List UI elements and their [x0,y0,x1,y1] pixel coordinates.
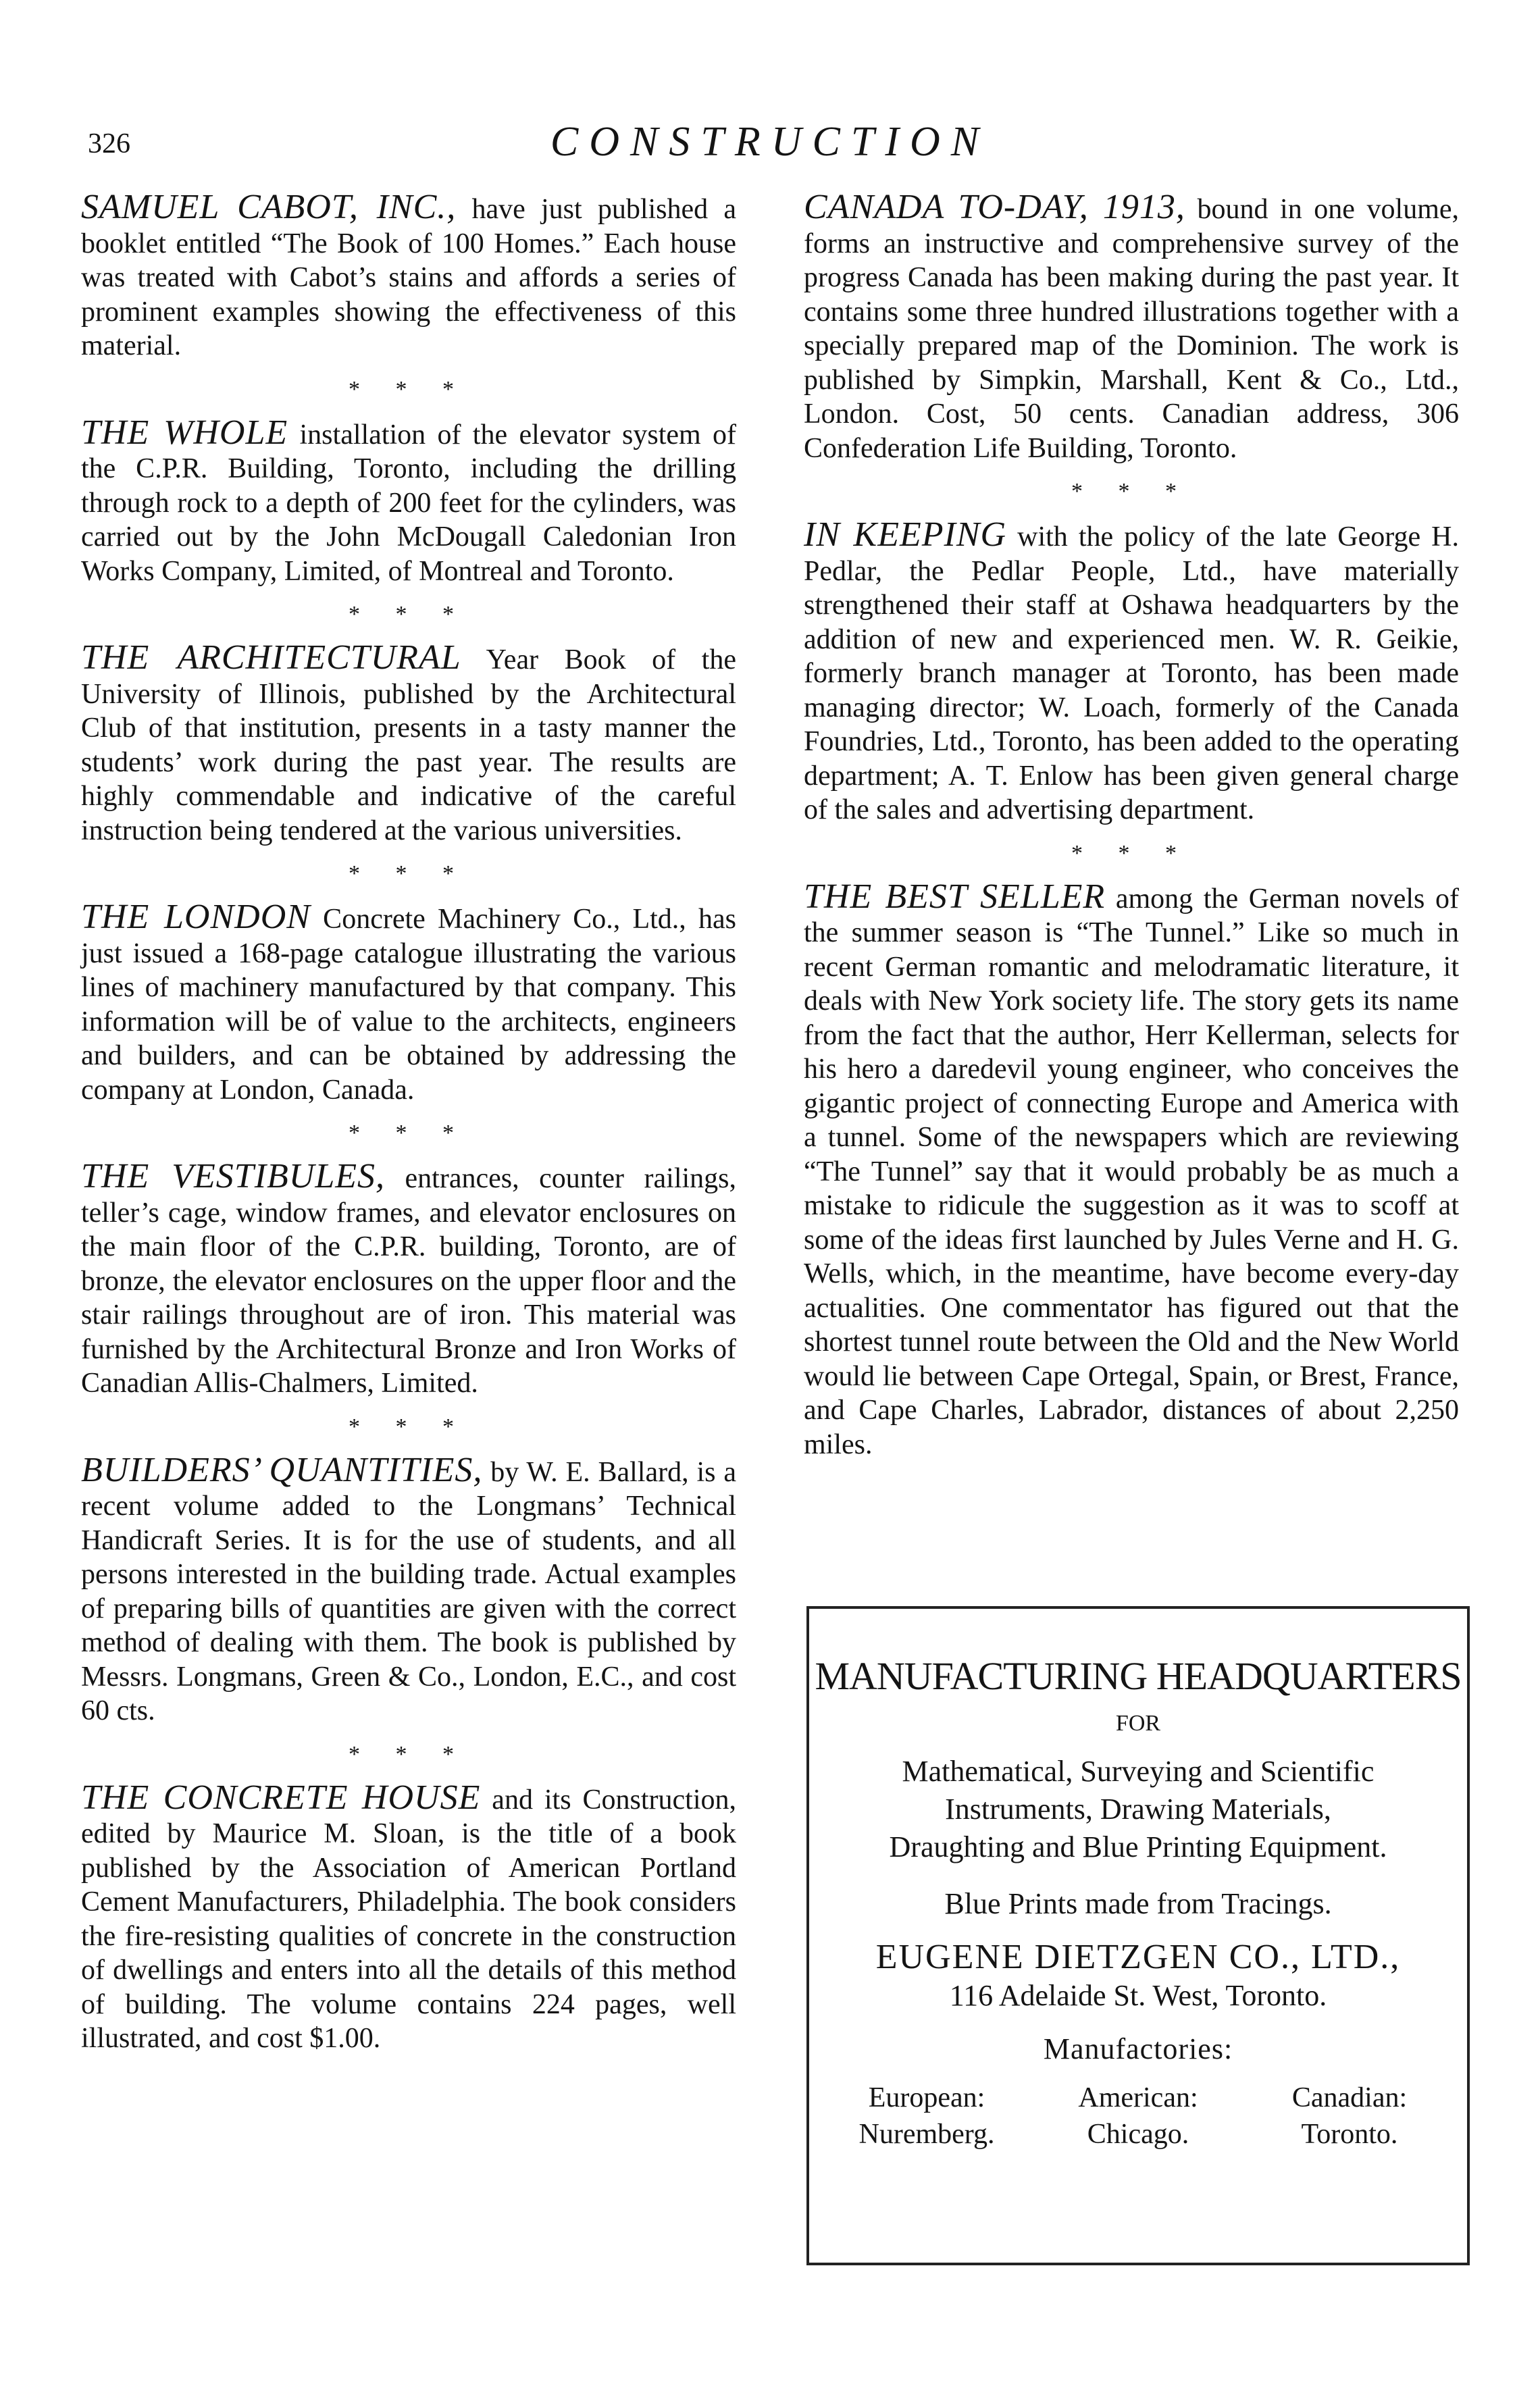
ad-address: 116 Adelaide St. West, Toronto. [949,1979,1327,2012]
ad-body-text: Mathematical, Surveying and Scientific Instruments, Drawing Materials, Draughting and Blue Printing Equipment. [889,1755,1387,1863]
separator: * * * [1071,840,1191,866]
article-text: by W. E. Ballard, is a recent volume added to the Longmans’ Technical Handicraft Series. It is for the use of students, and all persons interested in the building trade. Actual examples of preparing bills of quantities are given with the correct method of dealing with them. The book is published by Messrs. Longmans, Green & Co., London, E.C., and cost 60 cts. [81,1456,736,1726]
article-london [81,900,736,1107]
article-concrete-house [81,1778,736,2056]
article-architectural [81,638,736,848]
location-city: Toronto. [1301,2119,1398,2150]
article-cabot [81,190,736,363]
ad-prints-note: Blue Prints made from Tracings. [944,1887,1332,1920]
article-lead: THE VESTIBULES, [81,1157,386,1195]
location-city: Chicago. [1087,2119,1189,2150]
separator: * * * [349,861,469,886]
article-text: Year Book of the University of Illinois, published by the Architectural Club of that institution, presents in a tasty manner the students’ work during the past year. The results are highly commendable and indicative of the careful instruction being tendered at the various universities. [81,644,736,846]
article-elevator [81,413,737,589]
separator: * * * [1071,479,1191,504]
ad-headline: MANUFACTURING HEADQUARTERS [815,1654,1462,1698]
article-text: bound in one volume, forms an instructive and comprehensive survey of the progress Canada has been making during the past year. It contains some three hundred illustrations together with a specially prepared map of the Dominion. The work is published by Simpkin, Marshall, Kent & Co., Ltd., London. Cost, 50 cents. Canadian address, 306 Confederation Life Building, Toronto. [804,194,1460,464]
article-text: installation of the elevator system of the C.P.R. Building, Toronto, including the drilling through rock to a depth of 200 feet for the cylinders, was carried out by the John McDougall Caledonian Iron Works Company, Limited, of Montreal and Toronto. [81,419,737,587]
article-text: with the policy of the late George H. Pedlar, the Pedlar People, Ltd., have materially strengthened their staff at Oshawa headquarters by the addition of new and experienced men. W. R. Geikie, formerly branch manager at Toronto, has been made managing director; W. Loach, formerly of the Canada Foundries, Ltd., Toronto, has been added to the operating department; A. T. Enlow has been given general charge of the sales and advertising department. [804,521,1459,825]
article-text: have just published a booklet entitled “The Book of 100 Homes.” Each house was treated with Cabot’s stains and affords a series of prominent examples showing the effectiveness of this material. [81,194,736,361]
article-text: and its Construction, edited by Maurice M. Sloan, is the title of a book published by the Association of American Portland Cement Manufacturers, Philadelphia. The book considers the fire-resisting qualities of concrete in the construction of dwellings and enters into all the details of this method of building. The volume contains 224 pages, well illustrated, and cost $1.00. [81,1784,736,2054]
article-lead: SAMUEL CABOT, INC., [81,188,457,226]
page-header [0,118,1540,179]
article-text: entrances, counter railings, teller’s cage, window frames, and elevator enclosures on the main floor of the C.P.R. building, Toronto, are of bronze, the elevator enclosures on the upper floor and the stair railings throughout are of iron. This material was furnished by the Architectural Bronze and Iron Works of Canadian Allis-Chalmers, Limited. [81,1163,737,1399]
article-text: Concrete Machinery Co., Ltd., has just issued a 168-page catalogue illustrating the various lines of machinery manufactured by that company. This information will be of value to the architects, engineers and builders, and can be obtained by addressing the company at London, Canada. [81,904,737,1106]
article-vestibules [81,1157,737,1401]
ad-location-european [839,2080,1015,2153]
separator: * * * [349,376,469,402]
article-lead: IN KEEPING [804,515,1007,554]
separator: * * * [349,1121,469,1145]
location-city: Nuremberg. [858,2119,995,2150]
article-lead: THE LONDON [81,898,311,936]
ad-location-canadian [1262,2080,1437,2153]
page-number: 326 [88,128,130,159]
article-lead: CANADA TO-DAY, 1913, [804,188,1185,226]
ad-locations [839,2080,1437,2153]
article-lead: THE WHOLE [81,413,288,452]
separator: * * * [349,1414,469,1439]
article-text: among the German novels of the summer season is “The Tunnel.” Like so much in recent German romantic and melodramatic literature, it deals with New York society life. The story gets its name from the fact that the author, Herr Kellerman, selects for his hero a daredevil young engineer, who conceives the gigantic project of connecting Europe and America with a tunnel. Some of the newspapers which are reviewing “The Tunnel” say that it would probably be as much a mistake to ridicule the suggestion as it was to scoff at some of the ideas first launched by Jules Verne and H. G. Wells, which, in the meantime, have become every-day actualities. One commentator has figured out that the shortest tunnel route between the Old and the New World would lie between Cape Ortegal, Spain, or Brest, France, and Cape Charles, Labrador, distances of about 2,250 miles. [804,883,1459,1460]
ad-manufactories-label: Manufactories: [1043,2032,1233,2065]
journal-title: CONSTRUCTION [550,119,990,165]
left-column [81,190,736,2056]
ad-location-american [1050,2080,1226,2153]
article-lead: BUILDERS’ QUANTITIES, [81,1450,483,1489]
article-lead: THE CONCRETE HOUSE [81,1778,481,1817]
location-label: American: [1078,2082,1198,2113]
ad-for-label: FOR [1115,1711,1161,1736]
location-label: Canadian: [1291,2082,1408,2113]
ad-company: EUGENE DIETZGEN CO., LTD., [875,1938,1401,1976]
article-best-seller [804,877,1459,1462]
location-label: European: [868,2082,985,2113]
separator: * * * [349,1741,469,1767]
advertisement-box [806,1606,1470,2265]
right-column [804,190,1459,1462]
article-lead: THE BEST SELLER [804,877,1106,916]
ad-body [809,1753,1467,1866]
separator: * * * [349,602,469,627]
article-quantities [81,1450,736,1728]
article-pedlar [804,515,1459,827]
article-canada-today [804,190,1459,465]
article-lead: THE ARCHITECTURAL [81,638,461,677]
